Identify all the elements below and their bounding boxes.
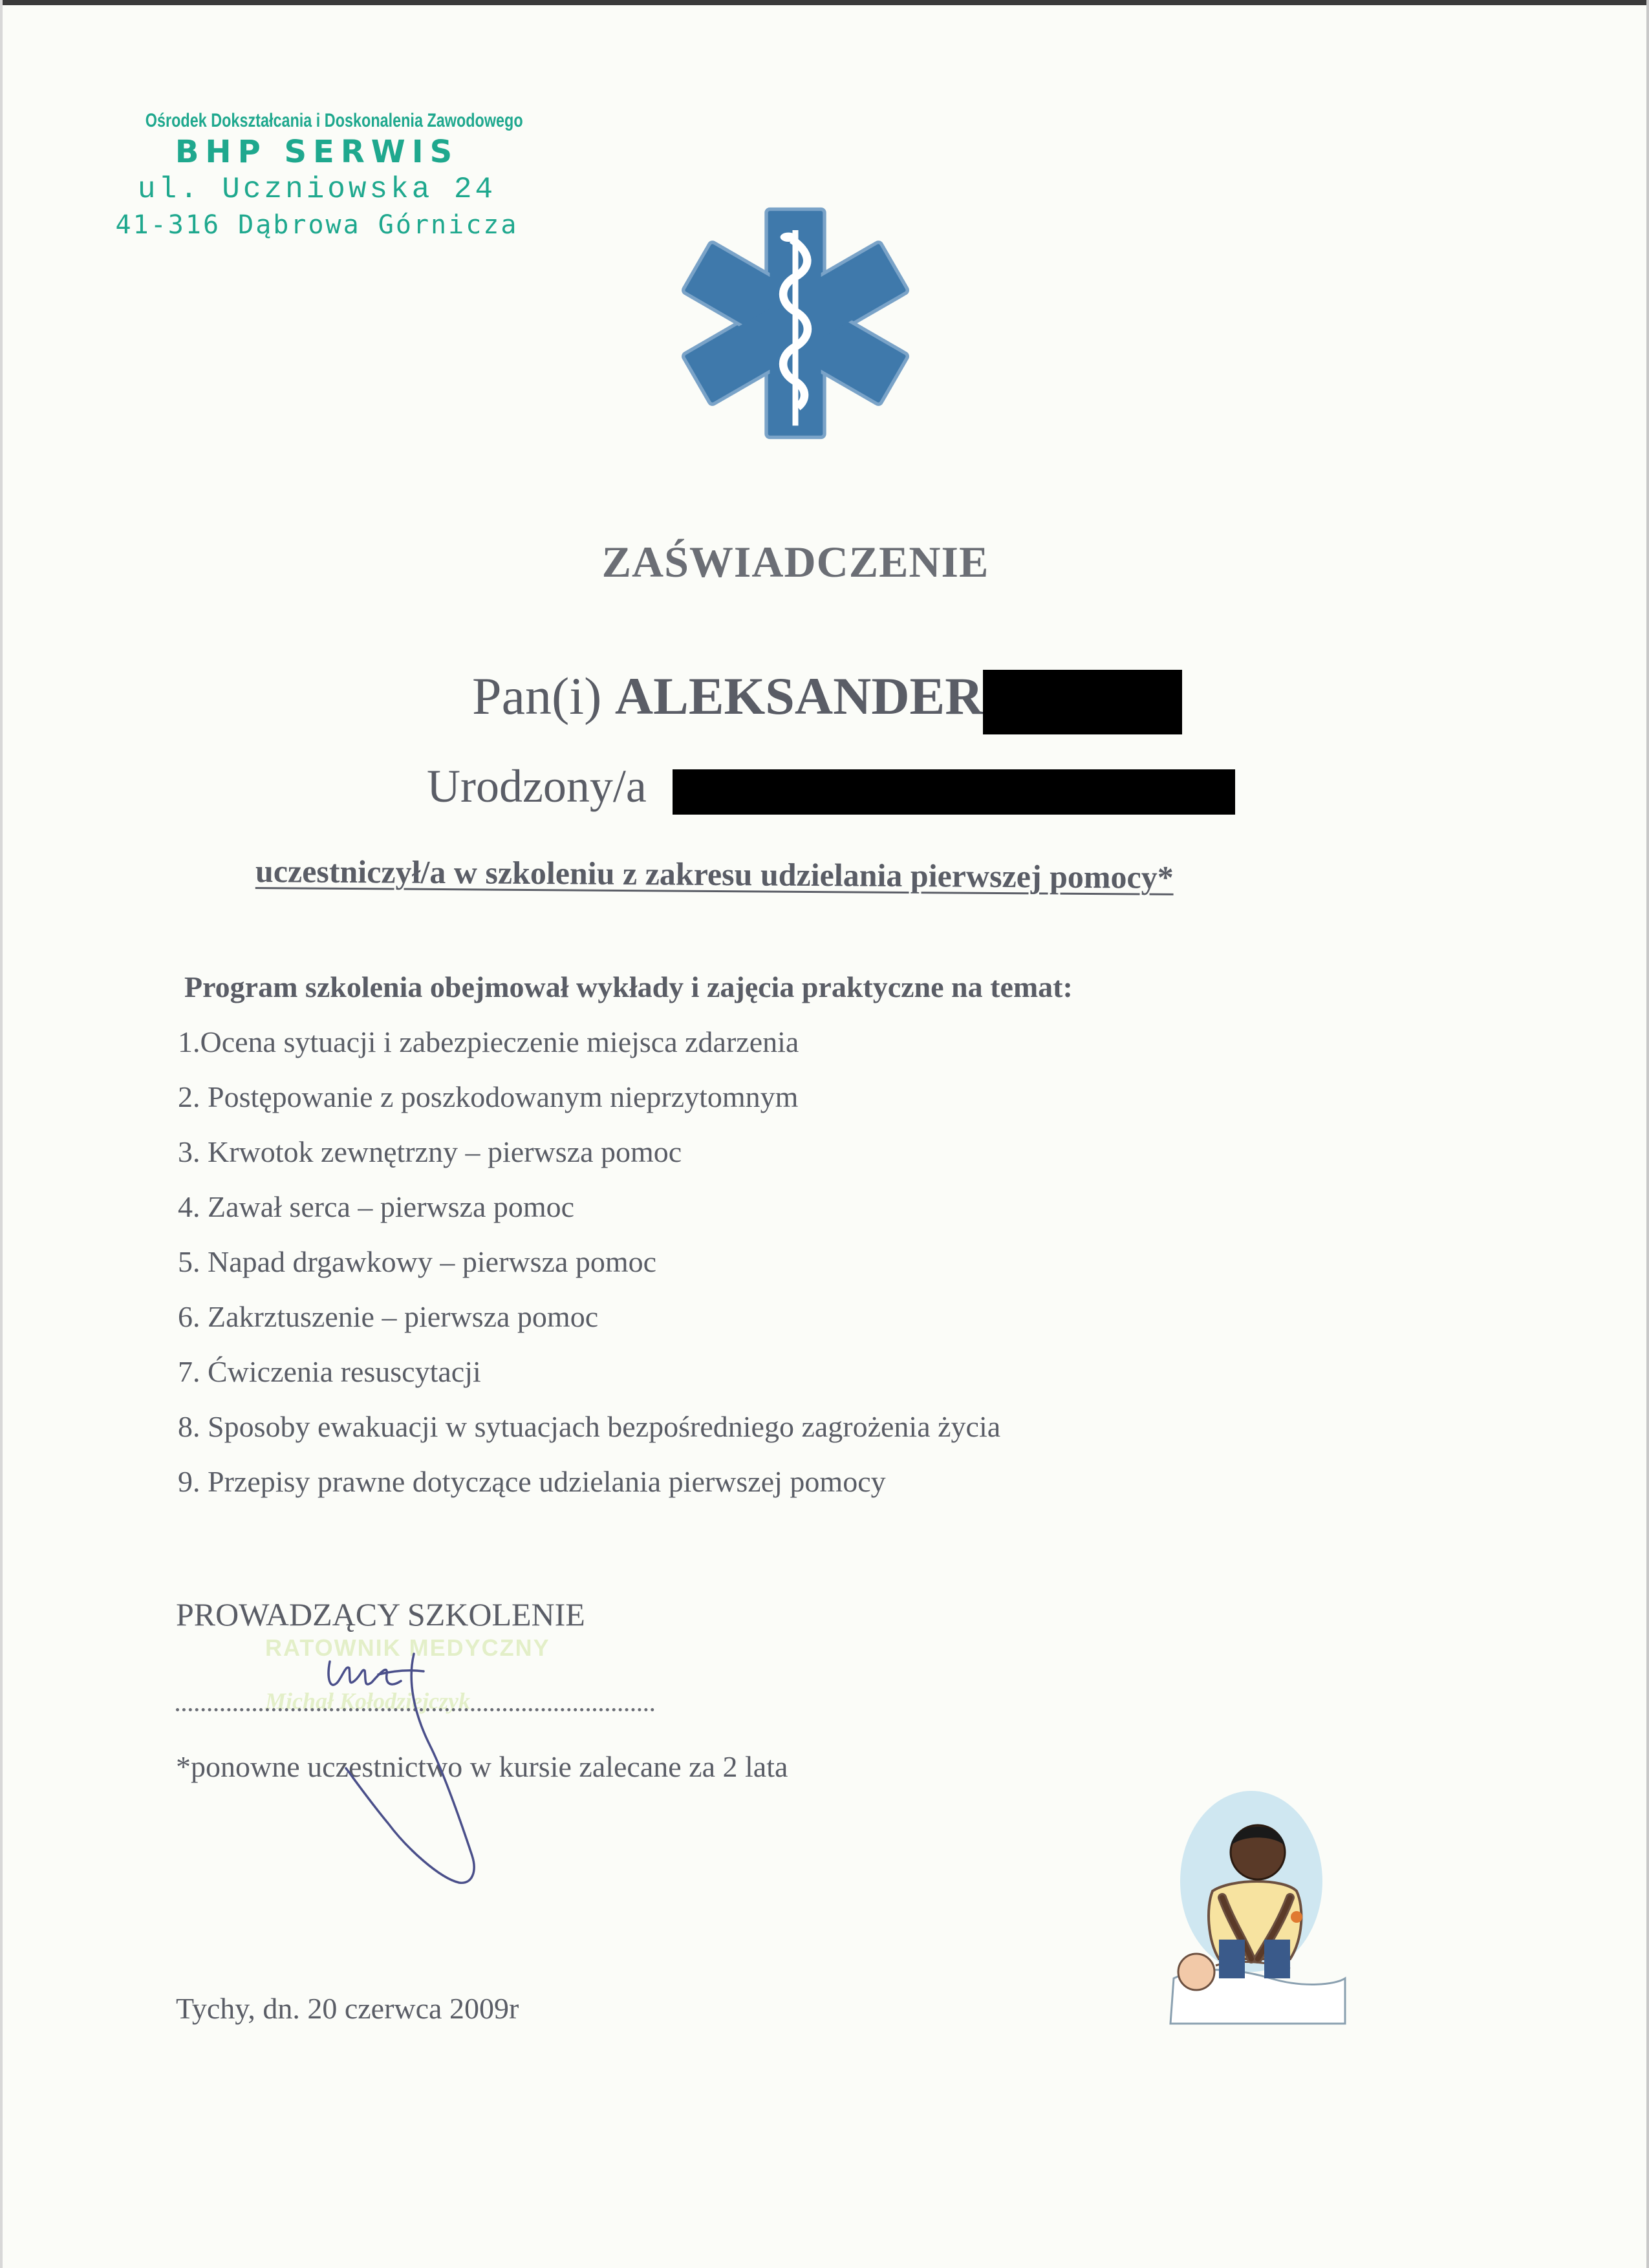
medic-seal-name: Michał Kołodziejczyk <box>265 1688 470 1714</box>
scan-edge-right <box>1646 0 1649 2268</box>
redaction-surname <box>983 670 1182 734</box>
medic-seal-title: RATOWNIK MEDYCZNY <box>265 1634 550 1661</box>
cpr-rescuer-icon <box>1161 1784 1348 2030</box>
handwritten-signature <box>310 1642 517 1901</box>
topic-item: 8. Sposoby ewakuacji w sytuacjach bezpośredniego zagrożenia życia <box>178 1410 1001 1443</box>
topic-item: 7. Ćwiczenia resuscytacji <box>178 1355 481 1388</box>
institution-stamp <box>97 110 537 239</box>
stamp-street: ul. Uczniowska 24 <box>137 172 497 206</box>
topic-item: 1.Ocena sytuacji i zabezpieczenie miejsca zdarzenia <box>178 1025 799 1058</box>
redaction-birth-data <box>673 769 1235 815</box>
completion-statement: uczestniczył/a w szkoleniu z zakresu udzielania pierwszej pomocy* <box>255 853 1174 895</box>
topic-item: 3. Krwotok zewnętrzny – pierwsza pomoc <box>178 1135 682 1168</box>
recipient-prefix: Pan(i) <box>472 667 602 725</box>
program-heading: Program szkolenia obejmował wykłady i zajęcia praktyczne na temat: <box>184 970 1073 1003</box>
stamp-institution-name: Ośrodek Dokształcania i Doskonalenia Zawodowego <box>145 110 523 131</box>
stamp-company-name: BHP SERWIS <box>175 134 459 170</box>
document-title: ZAŚWIADCZENIE <box>601 537 989 586</box>
birth-label: Urodzony/a <box>427 760 647 812</box>
scan-edge-left <box>0 0 3 2268</box>
topic-item: 5. Napad drgawkowy – pierwsza pomoc <box>178 1245 657 1278</box>
recipient-line <box>472 666 983 727</box>
stamp-city: 41-316 Dąbrowa Górnicza <box>115 210 519 241</box>
issue-date: Tychy, dn. 20 czerwca 2009r <box>176 1992 519 2025</box>
instructor-label: PROWADZĄCY SZKOLENIE <box>176 1596 585 1632</box>
star-of-life-icon <box>679 207 912 440</box>
footnote: *ponowne uczestnictwo w kursie zalecane za 2 lata <box>176 1750 788 1783</box>
topic-item: 2. Postępowanie z poszkodowanym nieprzytomnym <box>178 1080 799 1113</box>
topic-list <box>178 1023 1000 1517</box>
topic-item: 9. Przepisy prawne dotyczące udzielania pierwszej pomocy <box>178 1465 886 1498</box>
recipient-name: ALEKSANDER <box>614 667 984 725</box>
topic-item: 4. Zawał serca – pierwsza pomoc <box>178 1190 575 1223</box>
scan-edge-top <box>0 0 1649 5</box>
topic-item: 6. Zakrztuszenie – pierwsza pomoc <box>178 1300 599 1333</box>
